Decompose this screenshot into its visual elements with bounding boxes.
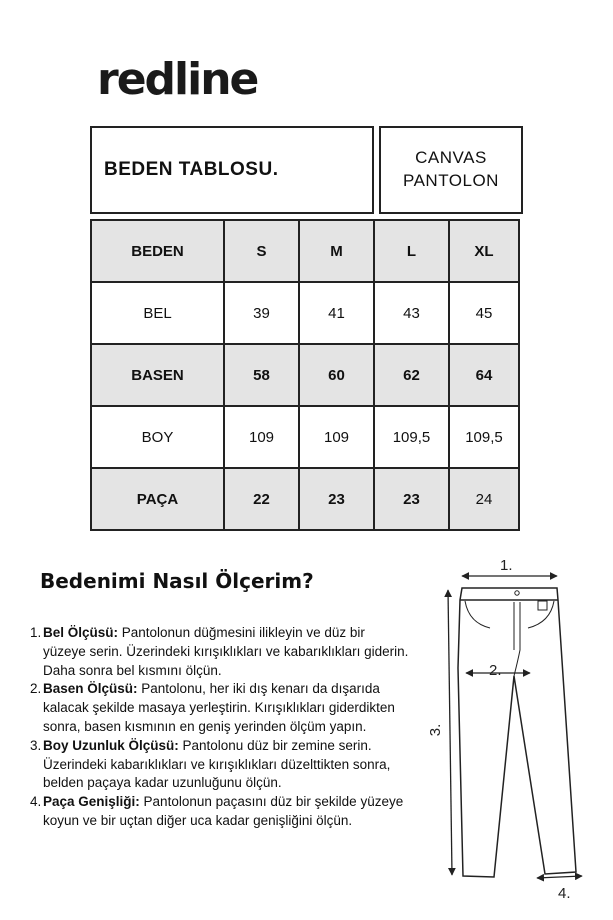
- step-label: Bel Ölçüsü:: [43, 625, 119, 640]
- table-cell: 43: [374, 282, 449, 344]
- step-number: 1.: [30, 625, 42, 640]
- table-cell: 60: [299, 344, 374, 406]
- table-cell: 23: [374, 468, 449, 530]
- step-label: Paça Genişliği:: [43, 794, 140, 810]
- row-label: PAÇA: [91, 468, 224, 530]
- table-cell: 41: [299, 282, 374, 344]
- table-cell: 22: [224, 468, 299, 530]
- pants-measurement-diagram: [420, 555, 605, 900]
- list-item: [30, 793, 410, 831]
- measure-label-2: 2.: [489, 662, 502, 679]
- step-number: 2.: [30, 681, 42, 697]
- table-cell: 109,5: [374, 406, 449, 468]
- step-number: 3.: [30, 737, 42, 753]
- table-row: [91, 406, 519, 468]
- measure-label-3: 3.: [427, 723, 444, 737]
- brand-logo: redline: [97, 54, 258, 105]
- product-name-line-1: CANVAS: [415, 148, 487, 168]
- table-cell: 64: [449, 344, 519, 406]
- step-text: Pantolonun düğmesini ilikleyin ve düz bir yüzeye serin. Üzerindeki kırışıklıkları ve kabarıklıkları giderin. Daha sonra bel kısmını ölçün.: [43, 625, 409, 678]
- step-number: 4.: [30, 794, 42, 810]
- row-label: BASEN: [91, 344, 224, 406]
- table-row: [91, 282, 519, 344]
- table-cell: 109: [224, 406, 299, 468]
- table-cell: 39: [224, 282, 299, 344]
- measure-label-4: 4.: [558, 885, 571, 900]
- measure-label-1: 1.: [500, 557, 513, 574]
- step-label: Boy Uzunluk Ölçüsü:: [43, 737, 179, 753]
- size-chart-title: BEDEN TABLOSU.: [104, 159, 279, 180]
- header-cell: L: [374, 220, 449, 282]
- product-name-line-2: PANTOLON: [403, 171, 499, 190]
- step-label: Basen Ölçüsü:: [43, 681, 138, 697]
- table-cell: 109,5: [449, 406, 519, 468]
- table-header-row: [91, 220, 519, 282]
- howto-heading: Bedenimi Nasıl Ölçerim?: [40, 569, 314, 593]
- table-cell: 45: [449, 282, 519, 344]
- measurement-steps: [30, 624, 410, 831]
- list-item: [30, 737, 410, 793]
- header-cell: S: [224, 220, 299, 282]
- table-row: [91, 468, 519, 530]
- header-cell: XL: [449, 220, 519, 282]
- step-text: Pantolonun paçasını düz bir şekilde yüzeye koyun ve bir uçtan diğer uca kadar genişliğini ölçün.: [43, 794, 404, 828]
- header-cell: BEDEN: [91, 220, 224, 282]
- table-cell: 109: [299, 406, 374, 468]
- pants-outline-icon: [458, 588, 576, 877]
- table-cell: 23: [299, 468, 374, 530]
- header-cell: M: [299, 220, 374, 282]
- table-cell: 24: [449, 468, 519, 530]
- row-label: BOY: [91, 406, 224, 468]
- product-name-box: [379, 126, 523, 214]
- list-item: [30, 624, 410, 680]
- size-table: [90, 219, 520, 531]
- row-label: BEL: [91, 282, 224, 344]
- table-cell: 62: [374, 344, 449, 406]
- size-chart-title-box: [90, 126, 374, 214]
- list-item: [30, 680, 410, 736]
- step-text: Pantolonu düz bir zemine serin. Üzerindeki kabarıklıkları ve kırışıklıkları düzelttikten sonra, belden paçaya kadar uzunluğunu ölçün.: [43, 737, 391, 791]
- step-text: Pantolonu, her iki dış kenarı da dışarıda kalacak şekilde masaya yerleştirin. Kırışıklıkları giderdikten sonra, basen kısmının en geniş yerinden ölçüm yapın.: [43, 681, 395, 734]
- table-cell: 58: [224, 344, 299, 406]
- table-row: [91, 344, 519, 406]
